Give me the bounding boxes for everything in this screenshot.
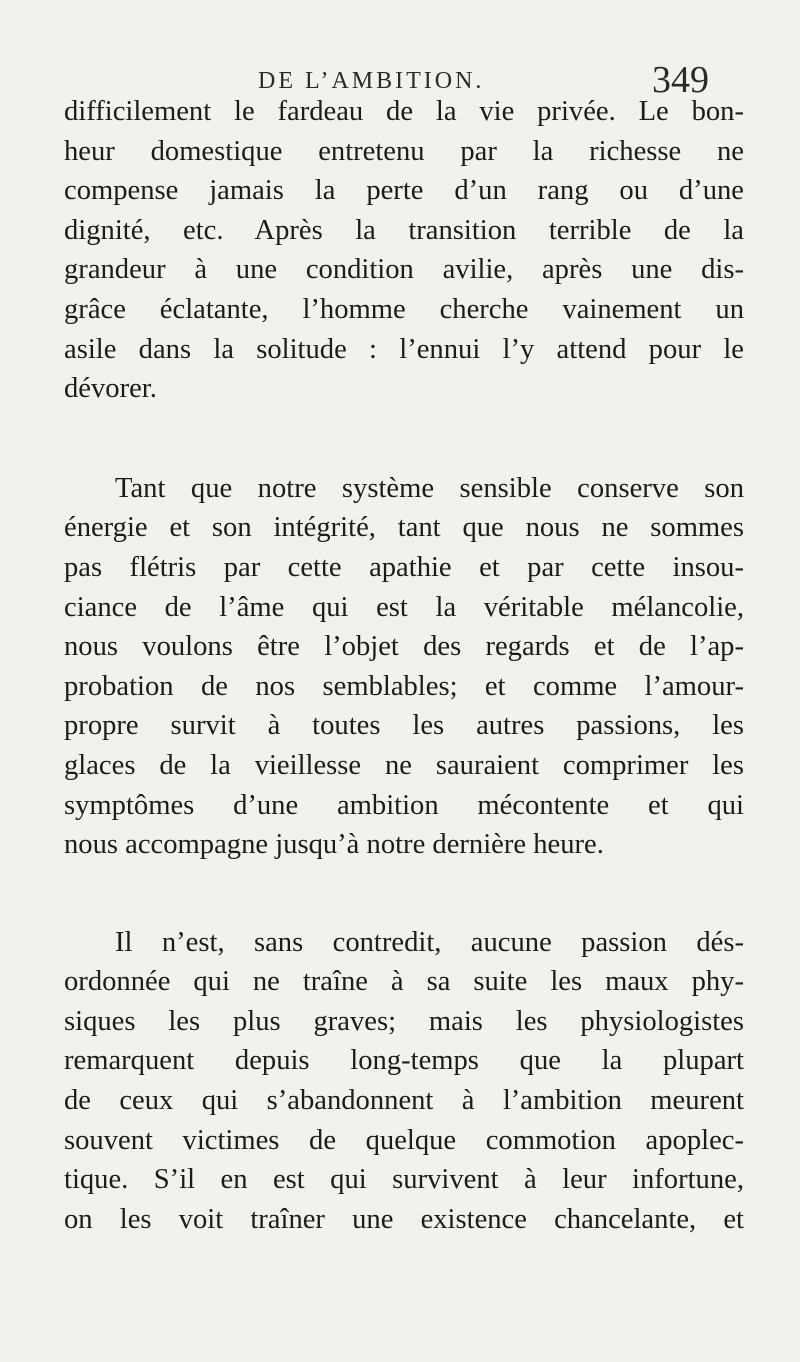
text-line: on les voit traîner une existence chancelante, et (64, 1203, 744, 1235)
text-line: compense jamais la perte d’un rang ou d’une (64, 175, 744, 207)
text-line: souvent victimes de quelque commotion apoplec- (64, 1124, 744, 1156)
paragraph-1 (64, 92, 744, 409)
text-line: heur domestique entretenu par la richesse ne (64, 135, 744, 167)
text-line: symptômes d’une ambition mécontente et qui (64, 789, 744, 821)
text-line: énergie et son intégrité, tant que nous ne sommes (64, 512, 744, 544)
text-line: glaces de la vieillesse ne sauraient comprimer les (64, 749, 744, 781)
text-line: grandeur à une condition avilie, après une dis- (64, 254, 744, 286)
text-line: asile dans la solitude : l’ennui l’y attend pour le (64, 333, 744, 365)
text-line: dignité, etc. Après la transition terrible de la (64, 214, 744, 246)
page-number: 349 (652, 59, 709, 101)
text-line: de ceux qui s’abandonnent à l’ambition meurent (64, 1085, 744, 1117)
paragraph-spacer (64, 865, 744, 923)
running-head-title: DE L’AMBITION. (258, 68, 485, 94)
text-line: dévorer. (64, 373, 157, 405)
text-line: tique. S’il en est qui survivent à leur infortune, (64, 1164, 744, 1196)
text-line: nous voulons être l’objet des regards et de l’ap- (64, 631, 744, 663)
text-line: remarquent depuis long-temps que la plupart (64, 1045, 744, 1077)
text-line: propre survit à toutes les autres passions, les (64, 710, 744, 742)
paragraph-spacer (64, 409, 744, 469)
text-line: grâce éclatante, l’homme cherche vainement un (64, 293, 744, 325)
paragraph-2 (64, 469, 744, 865)
paragraph-3 (64, 923, 744, 1240)
text-line: difficilement le fardeau de la vie privée. Le bon- (64, 96, 744, 127)
text-line: Tant que notre système sensible conserve son (115, 472, 744, 504)
text-line: probation de nos semblables; et comme l’amour- (64, 670, 744, 702)
text-line: nous accompagne jusqu’à notre dernière heure. (64, 829, 604, 861)
text-line: siques les plus graves; mais les physiologistes (64, 1005, 744, 1037)
text-line: Il n’est, sans contredit, aucune passion dés- (115, 926, 744, 958)
text-line: pas flétris par cette apathie et par cette insou- (64, 551, 744, 583)
text-line: ordonnée qui ne traîne à sa suite les maux phy- (64, 966, 744, 998)
body-text (64, 92, 744, 1239)
text-line: ciance de l’âme qui est la véritable mélancolie, (64, 591, 744, 623)
